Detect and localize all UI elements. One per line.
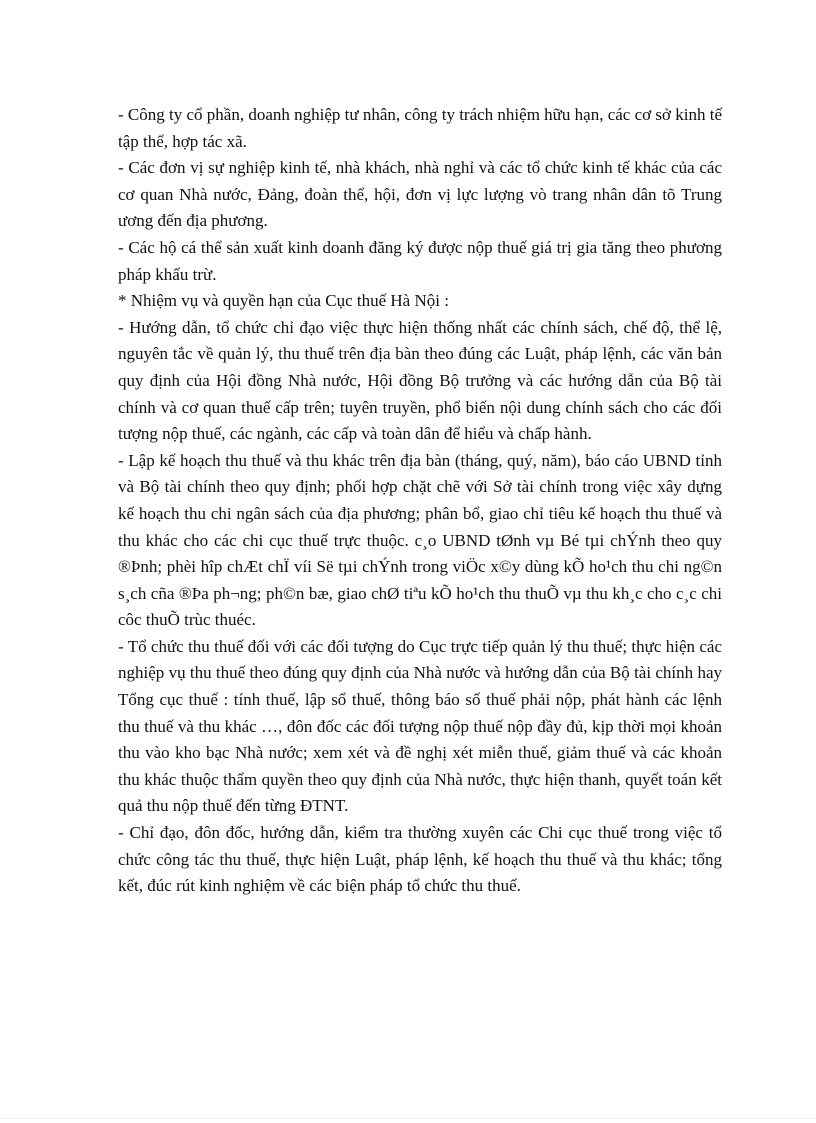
section-heading-duties: * Nhiệm vụ và quyền hạn của Cục thuế Hà Nội : [118, 291, 449, 311]
paragraph-households: - Các hộ cá thể sản xuất kinh doanh đăng ký được nộp thuế giá trị gia tăng theo phương pháp khấu trừ. [118, 237, 722, 284]
paragraph-enterprise-types: - Công ty cổ phần, doanh nghiệp tư nhân, công ty trách nhiệm hữu hạn, các cơ sở kinh tế tập thể, hợp tác xã. [118, 105, 722, 151]
paragraph-planning: - Lập kế hoạch thu thuế và thu khác trên địa bàn (tháng, quý, năm), báo cáo UBND tỉnh và Bộ tài chính theo quy định; phối hợp chặt chẽ với Sở tài chính trong việc xây dựng kế hoạch thu chi ngân sách của địa phương; phân bổ, giao chỉ tiêu kế hoạch thu thuế và thu khác cho các chi cục thuế trực thuộc. c¸o UBND tØnh vµ Bé tµi chÝnh theo quy ®Þnh; phèi hîp chÆt chÏ víi Së tµi chÝnh trong viÖc x©y dùng kÕ ho¹ch thu chi ng©n s¸ch cña ®Þa ph¬ng; ph©n bæ, giao chØ tiªu kÕ ho¹ch thu thuÕ vµ thu kh¸c cho c¸c chi côc thuÕ trùc thuéc. [118, 450, 722, 630]
paragraph-guidance: - Hướng dẫn, tổ chức chỉ đạo việc thực hiện thống nhất các chính sách, chế độ, thể lệ, nguyên tắc về quản lý, thu thuế trên địa bàn theo đúng các Luật, pháp lệnh, các văn bản quy định của Hội đồng Nhà nước, Hội đồng Bộ trưởng và các hướng dẫn của Bộ tài chính và cơ quan thuế cấp trên; tuyên truyền, phổ biến nội dung chính sách cho các đối tượng nộp thuế, các ngành, các cấp và toàn dân để hiểu và chấp hành. [118, 317, 722, 444]
paragraph-tax-collection: - Tổ chức thu thuế đối với các đối tượng do Cục trực tiếp quản lý thu thuế; thực hiện các nghiệp vụ thu thuế theo đúng quy định của Nhà nước và hướng dẫn của Bộ tài chính hay Tổng cục thuế : tính thuế, lập sổ thuế, thông báo số thuế phải nộp, phát hành các lệnh thu thuế và thu khác …, đôn đốc các đối tượng nộp thuế nộp đầy đủ, kịp thời mọi khoản thu vào kho bạc Nhà nước; xem xét và đề nghị xét miễn thuế, giảm thuế và các khoản thu khác thuộc thẩm quyền theo quy định của Nhà nước, thực hiện thanh, quyết toán kết quả thu nộp thuế đến từng ĐTNT. [118, 636, 722, 816]
document-page [118, 102, 722, 900]
paragraph-direction: - Chỉ đạo, đôn đốc, hướng dẫn, kiểm tra thường xuyên các Chi cục thuế trong việc tổ chức công tác thu thuế, thực hiện Luật, pháp lệnh, kế hoạch thu thuế và thu khác; tổng kết, đúc rút kinh nghiệm về các biện pháp tổ chức thu thuế. [118, 823, 722, 896]
paragraph-public-units: - Các đơn vị sự nghiệp kinh tế, nhà khách, nhà nghỉ và các tổ chức kinh tế khác của các cơ quan Nhà nước, Đảng, đoàn thể, hội, đơn vị lực lượng vò trang nhân dân tõ Trung ương đến địa phương. [118, 158, 722, 231]
page-bottom-edge [0, 1118, 816, 1119]
